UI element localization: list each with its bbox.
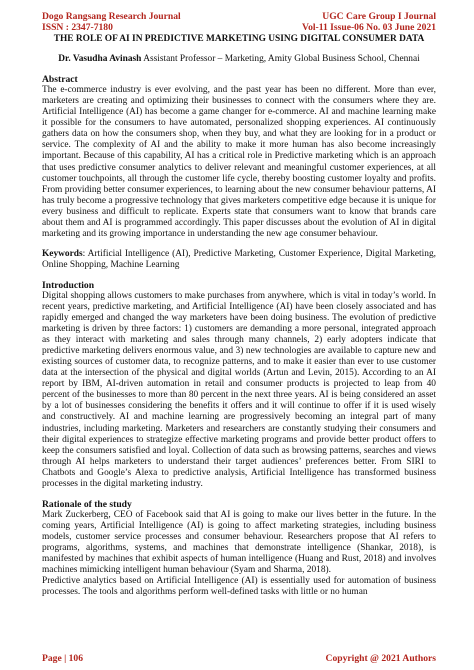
paper-title: THE ROLE OF AI IN PREDICTIVE MARKETING USING DIGITAL CONSUMER DATA <box>53 34 425 45</box>
rationale-text-2: Predictive analytics based on Artificial Intelligence (AI) is essentially used for automation of business processes. The tools and algorithms perform well-defined tasks with little or no human <box>42 576 436 598</box>
introduction-text: Digital shopping allows customers to make purchases from anywhere, which is vital in today’s world. In recent years, predictive marketing, and Artificial Intelligence (AI) have been closely associated and has rapidly emerged and changed the way marketers have been doing business. The evolution of predictive marketing is driven by three factors: 1) customers are demanding a more personal, integrated approach as they interact with marketing and sales through many channels, 2) early adopters indicate that predictive marketing delivers enormous value, and 3) new technologies are available to capture new and existing sources of customer data, to recognize patterns, and to make it easier than ever to use customer data at the intersection of the physical and digital worlds (Artun and Levin, 2015). According to an AI report by IBM, AI-driven automation in retail and consumer products is projected to leap from 40 percent of the businesses to more than 80 percent in the next three years. AI is being considered an asset by a lot of businesses considering the benefits it offers and it will continue to offer if it is used wisely and constructively. AI and machine learning are progressively becoming an integral part of many industries, including marketing. Marketers and researchers are constantly studying their consumers and their digital experiences to strategize effective marketing programs and provide better product offers to keep the consumers satisfied and loyal. Collection of data such as browsing patterns, searches and views through AI helps marketers to understand their target audiences’ preferences better. From SIRI to Chatbots and Google’s Alexa to predictive analysis, Artificial Intelligence has transformed business processes in the digital marketing industry. <box>42 290 436 489</box>
header-right <box>302 0 436 33</box>
keywords-label: Keywords <box>42 248 83 259</box>
page-footer <box>42 653 436 664</box>
journal-header <box>42 0 436 33</box>
rationale-text-1: Mark Zuckerberg, CEO of Facebook said that AI is going to make our lives better in the future. In the coming years, Artificial Intelligence (AI) is going to affect marketing strategies, including business models, customer service processes and consumer behaviour. Researchers propose that AI refers to programs, algorithms, systems, and machines that demonstrate intelligence (Shankar, 2018), is manifested by machines that exhibit aspects of human intelligence (Huang and Rust, 2018) and involves machines mimicking intelligent human behaviour (Syam and Sharma, 2018). <box>42 509 436 576</box>
journal-name: Dogo Rangsang Research Journal <box>42 11 181 22</box>
author-affiliation: Assistant Professor – Marketing, Amity Global Business School, Chennai <box>141 54 420 65</box>
copyright: Copyright @ 2021 Authors <box>325 653 436 664</box>
keywords <box>42 249 436 271</box>
author-line <box>42 54 436 65</box>
rationale-heading: Rationale of the study <box>42 498 132 510</box>
abstract-heading: Abstract <box>42 74 78 86</box>
issn: ISSN : 2347-7180 <box>42 21 113 33</box>
keywords-text: : Artificial Intelligence (AI), Predictive Marketing, Customer Experience, Digital Marketing, Online Shopping, Machine Learning <box>42 248 436 270</box>
volume-issue: Vol-11 Issue-06 No. 03 June 2021 <box>302 21 436 33</box>
author-name: Dr. Vasudha Avinash <box>58 54 142 65</box>
ugc-label: UGC Care Group I Journal <box>322 11 436 22</box>
header-left <box>42 0 181 33</box>
page-number: Page | 106 <box>42 653 84 664</box>
abstract-text: The e-commerce industry is ever evolving, and the past year has been no different. More than ever, marketers are creating and optimizing their businesses to connect with the consumers where they are. Artificial Intelligence (AI) has become a game changer for e-commerce. AI and machine learning make it possible for the consumers to have automated, personalized shopping experiences. AI continuously gathers data on how the consumers shop, when they buy, and what they are looking for in a product or service. The complexity of AI and the ability to make it more human has also become increasingly important. Because of this capability, AI has a critical role in Predictive marketing which is an approach that uses predictive consumer analytics to deliver relevant and meaningful customer experiences, at all customer touchpoints, all through the customer life cycle, thereby boosting customer loyalty and profits. From providing better consumer experiences, to learning about the new consumer behaviour patterns, AI has truly become a progressive technology that gives marketers competitive edge because it is unique for every business and difficult to replicate. Experts state that consumers want to know that brands care about them and AI is programmed accordingly. This paper discusses about the evolution of AI in digital marketing and its growing importance in understanding the new age consumer behaviour. <box>42 85 436 239</box>
introduction-heading: Introduction <box>42 279 95 291</box>
